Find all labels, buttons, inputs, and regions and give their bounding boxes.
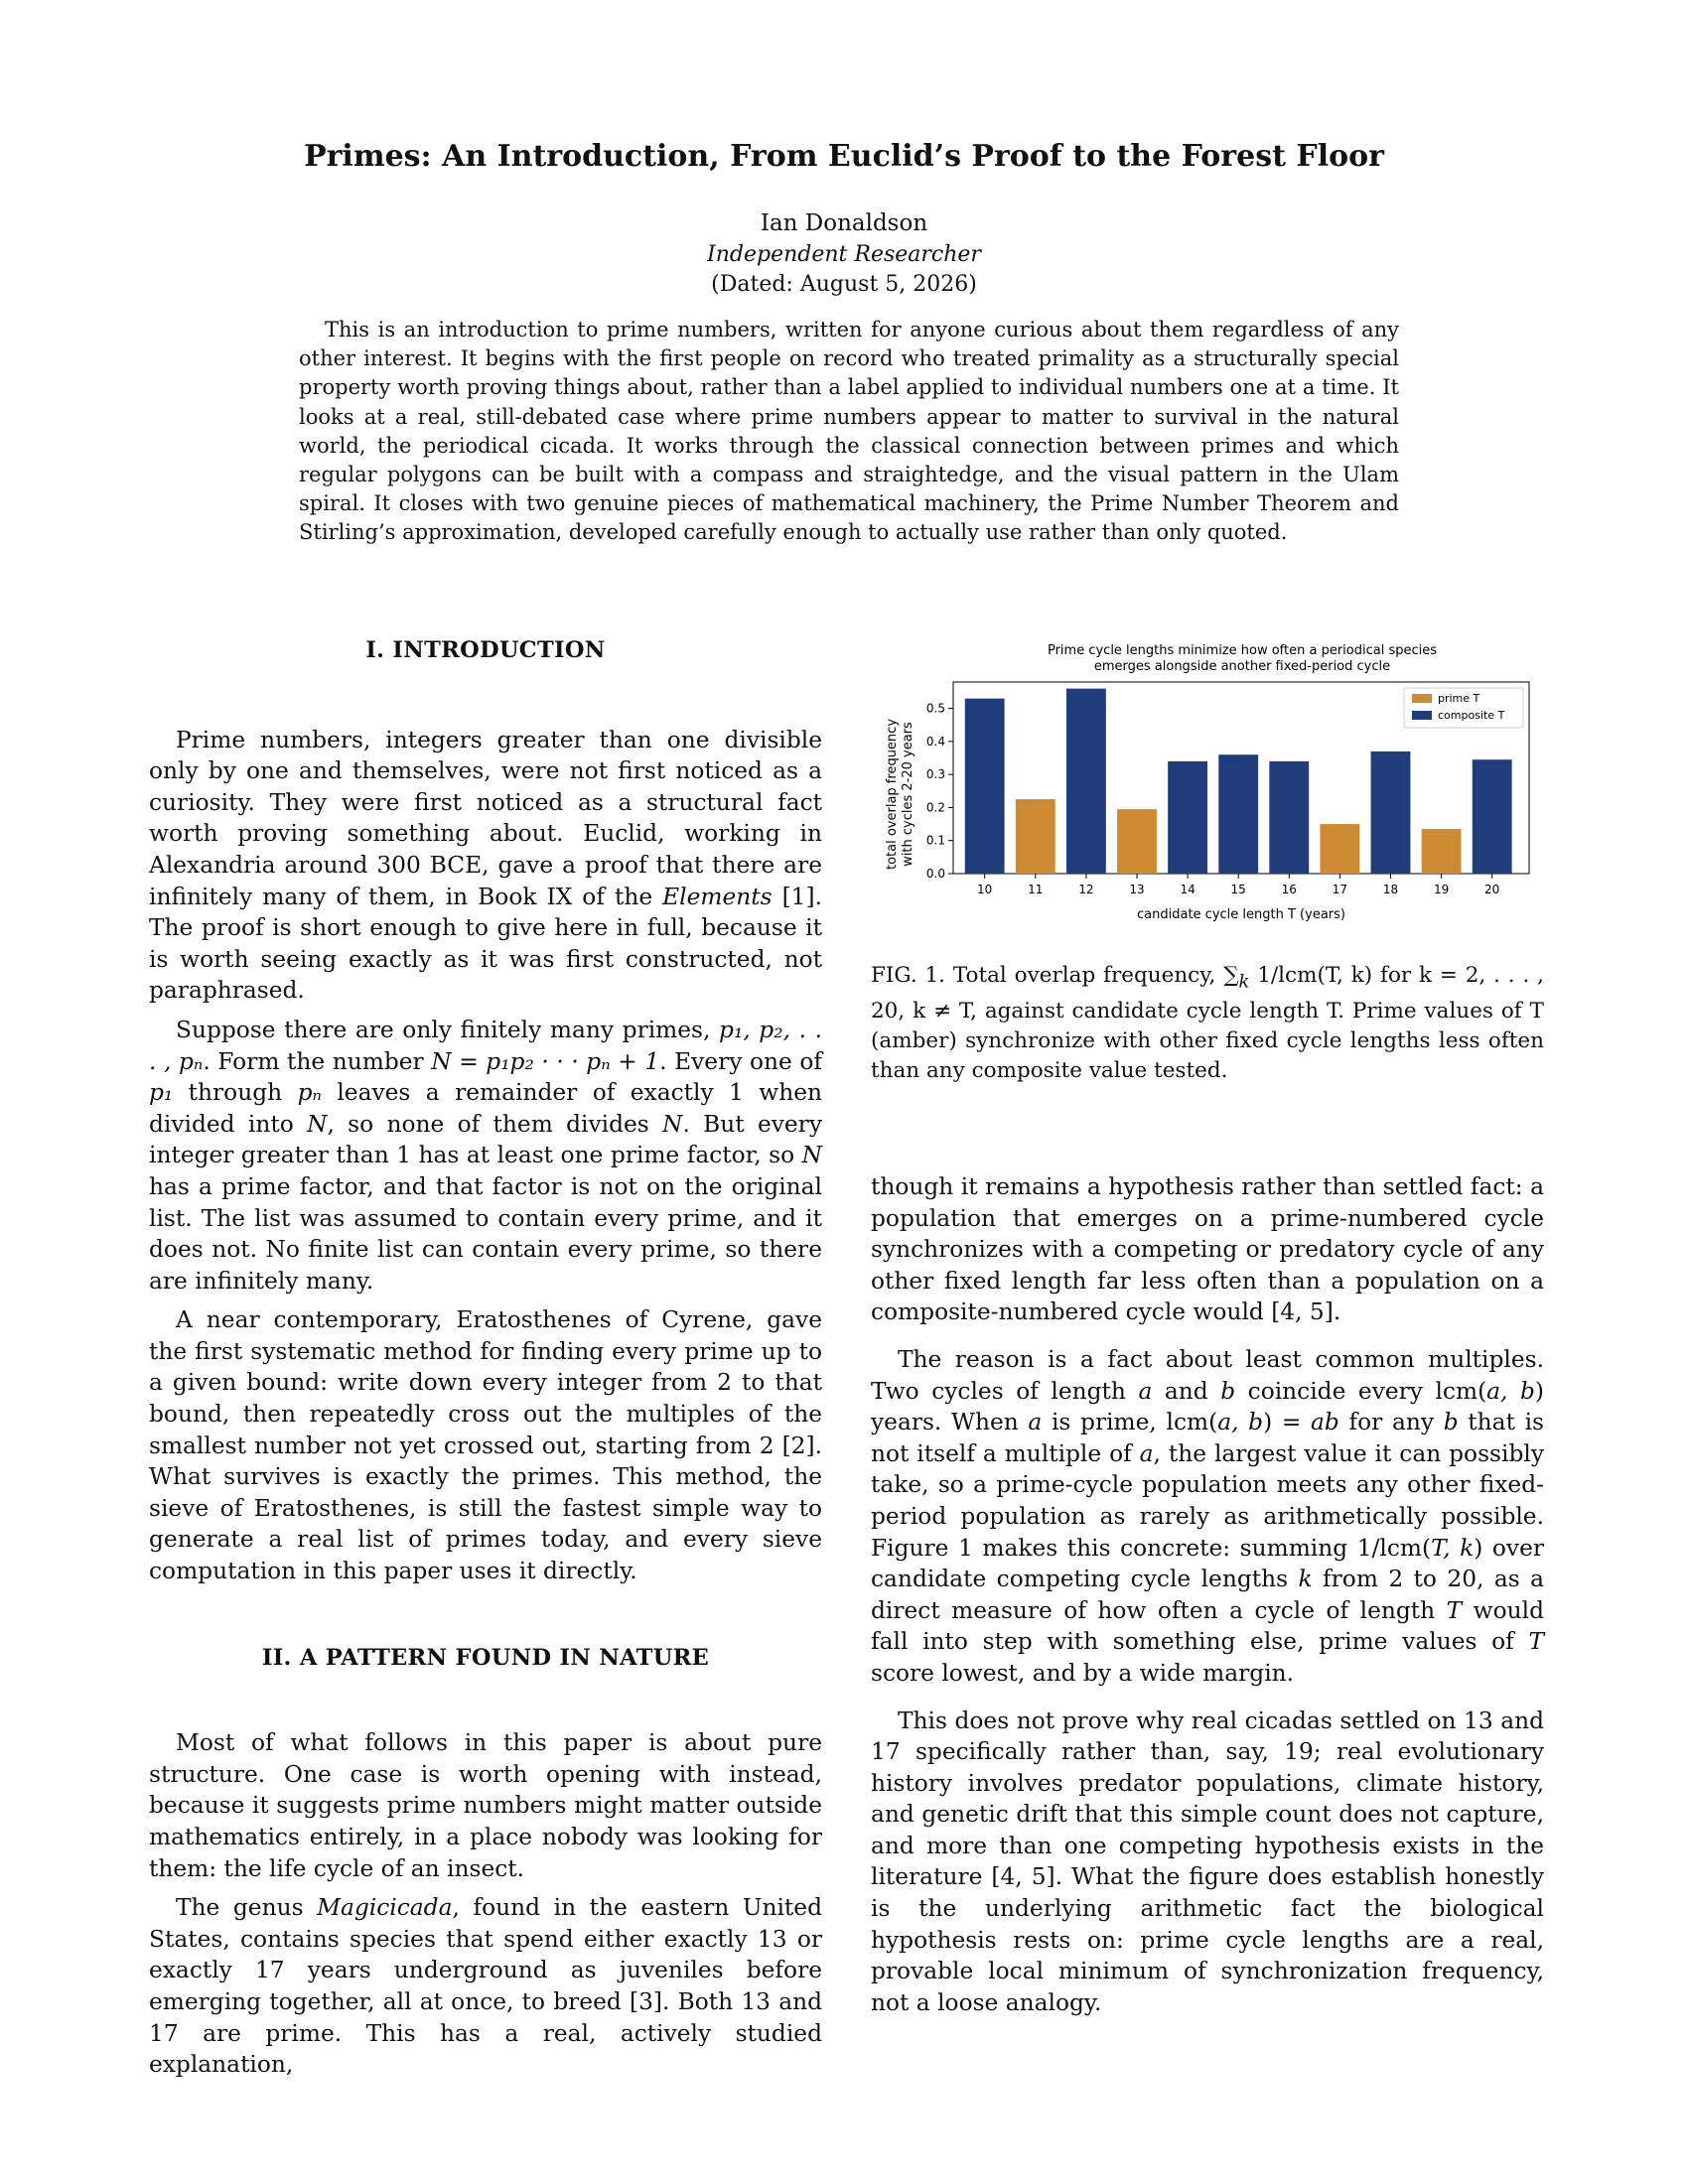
x-tick-label: 20 (1484, 883, 1500, 896)
y-tick-label: 0.0 (925, 867, 945, 881)
paragraph: The genus Magicicada, found in the eastern United States, contains species that spend either exactly 13 or exactly 17 years underground as juveniles before emerging together, all at once, to breed [3]. Both 13 and 17 are prime. This has a real, actively studied explanation, (149, 1894, 822, 2079)
x-tick-label: 15 (1230, 883, 1246, 896)
x-tick-label: 11 (1028, 883, 1044, 896)
bar-T-10 (965, 699, 1005, 874)
figure-1-chart (870, 635, 1565, 933)
author-name: Ian Donaldson (760, 210, 928, 236)
bar-T-18 (1371, 751, 1411, 874)
paper-title: Primes: An Introduction, From Euclid’s Proof to the Forest Floor (304, 139, 1384, 174)
author-affiliation: Independent Researcher (707, 242, 981, 267)
x-tick-label: 14 (1180, 883, 1196, 896)
bar-T-20 (1473, 759, 1512, 874)
bar-T-13 (1117, 809, 1157, 874)
left-column (149, 635, 822, 2089)
chart-title: Prime cycle lengths minimize how often a periodical species (1047, 643, 1438, 658)
y-tick-label: 0.2 (925, 800, 945, 815)
y-tick-label: 0.1 (925, 833, 945, 848)
bar-T-11 (1016, 799, 1055, 874)
section-heading-introduction: I. INTRODUCTION (365, 637, 606, 663)
legend-label-prime: prime T (1438, 692, 1480, 705)
bar-T-19 (1422, 829, 1462, 874)
y-tick-label: 0.5 (925, 701, 945, 716)
abstract: This is an introduction to prime numbers, written for anyone curious about them regardless of any other interest. It begins with the first people on record who treated primality as a structurally special property worth proving things about, rather than a label applied to individual numbers one at a time. It looks at a real, still-debated case where prime numbers appear to matter to survival in the natural world, the periodical cicada. It works through the classical connection between primes and which regular polygons can be built with a compass and straightedge, and the visual pattern in the Ulam spiral. It closes with two genuine pieces of mathematical machinery, the Prime Number Theorem and Stirling’s approximation, developed carefully enough to actually use rather than only quoted. (299, 318, 1399, 545)
figure-1-caption: FIG. 1. Total overlap frequency, $\sum_k$ 1/lcm(T, k) for k = 2, . . . , 20, k ≠ T, against candidate cycle length T. Prime values of T (amber) synchronize with other fixed cycle lengths less often than any composite value tested. (871, 963, 1544, 1084)
paragraph: though it remains a hypothesis rather than settled fact: a population that emerges on a prime-numbered cycle synchronizes with a competing or predatory cycle of any other fixed length far less often than a population on a composite-numbered cycle would [4, 5]. (871, 1173, 1544, 1326)
y-axis-label: with cycles 2-20 years (901, 722, 915, 867)
x-tick-label: 16 (1281, 883, 1297, 896)
x-tick-label: 10 (977, 883, 993, 896)
x-tick-label: 19 (1433, 883, 1450, 896)
paragraph: This does not prove why real cicadas settled on 13 and 17 specifically rather than, say, 19; real evolutionary history involves predator populations, climate history, and genetic drift that this simple count does not capture, and more than one competing hypothesis exists in the literature [4, 5]. What the figure does establish honestly is the underlying arithmetic fact the biological hypothesis rests on: prime cycle lengths are a real, provable local minimum of synchronization frequency, not a loose analogy. (871, 1706, 1544, 2016)
y-tick-label: 0.4 (925, 734, 945, 749)
bar-T-16 (1269, 761, 1309, 874)
bar-T-14 (1168, 761, 1207, 874)
paragraph: Suppose there are only finitely many primes, p₁, p₂, . . . , pₙ. Form the number N = p₁p₂ · · · pₙ + 1. Every one of p₁ through pₙ leaves a remainder of exactly 1 when divided into N, so none of them divides N. But every integer greater than 1 has at least one prime factor, so N has a prime factor, and that factor is not on the original list. The list was assumed to contain every prime, and it does not. No finite list can contain every prime, so there are infinitely many. (149, 1016, 823, 1295)
x-tick-label: 13 (1129, 883, 1145, 896)
paragraph: A near contemporary, Eratosthenes of Cyrene, gave the first systematic method for finding every prime up to a given bound: write down every integer from 2 to that bound, then repeatedly cross out the multiples of the smallest number not yet crossed out, starting from 2 [2]. What survives is exactly the primes. This method, the sieve of Eratosthenes, is still the fastest simple way to generate a real list of primes today, and every sieve computation in this paper uses it directly. (149, 1306, 822, 1585)
bar-T-12 (1066, 689, 1106, 874)
x-tick-label: 12 (1078, 883, 1094, 896)
legend (1404, 688, 1523, 728)
legend-label-composite: composite T (1438, 709, 1505, 722)
bar-T-17 (1320, 824, 1359, 874)
paper-date: (Dated: August 5, 2026) (711, 272, 977, 297)
paragraph: Most of what follows in this paper is about pure structure. One case is worth opening with instead, because it suggests prime numbers might matter outside mathematics entirely, in a place nobody was looking for them: the life cycle of an insect. (149, 1729, 822, 1882)
paragraph: Prime numbers, integers greater than one divisible only by one and themselves, were not first noticed as a curiosity. They were first noticed as a structural fact worth proving something about. Euclid, working in Alexandria around 300 BCE, gave a proof that there are infinitely many of them, in Book IX of the Elements [1]. The proof is short enough to give here in full, because it is worth seeing exactly as it was first constructed, not paraphrased. (149, 726, 822, 1005)
x-axis-label: candidate cycle length T (years) (1137, 907, 1345, 922)
x-tick-label: 17 (1332, 883, 1348, 896)
y-tick-label: 0.3 (925, 767, 945, 782)
chart-title: emerges alongside another fixed-period cycle (1093, 659, 1391, 674)
legend-swatch-composite (1412, 711, 1432, 720)
y-axis-label: total overlap frequency (885, 718, 900, 871)
legend-swatch-prime (1412, 694, 1432, 703)
section-heading-nature: II. A PATTERN FOUND IN NATURE (261, 1644, 710, 1671)
bar-T-15 (1218, 754, 1258, 874)
right-column (871, 1171, 1544, 2026)
x-tick-label: 18 (1382, 883, 1399, 896)
paragraph: The reason is a fact about least common multiples. Two cycles of length a and b coincide every lcm(a, b) years. When a is prime, lcm(a, b) = ab for any b that is not itself a multiple of a, the largest value it can possibly take, so a prime-cycle population meets any other fixed-period population as rarely as arithmetically possible. Figure 1 makes this concrete: summing 1/lcm(T, k) over candidate competing cycle lengths k from 2 to 20, as a direct measure of how often a cycle of length T would fall into step with something else, prime values of T score lowest, and by a wide margin. (871, 1345, 1545, 1687)
